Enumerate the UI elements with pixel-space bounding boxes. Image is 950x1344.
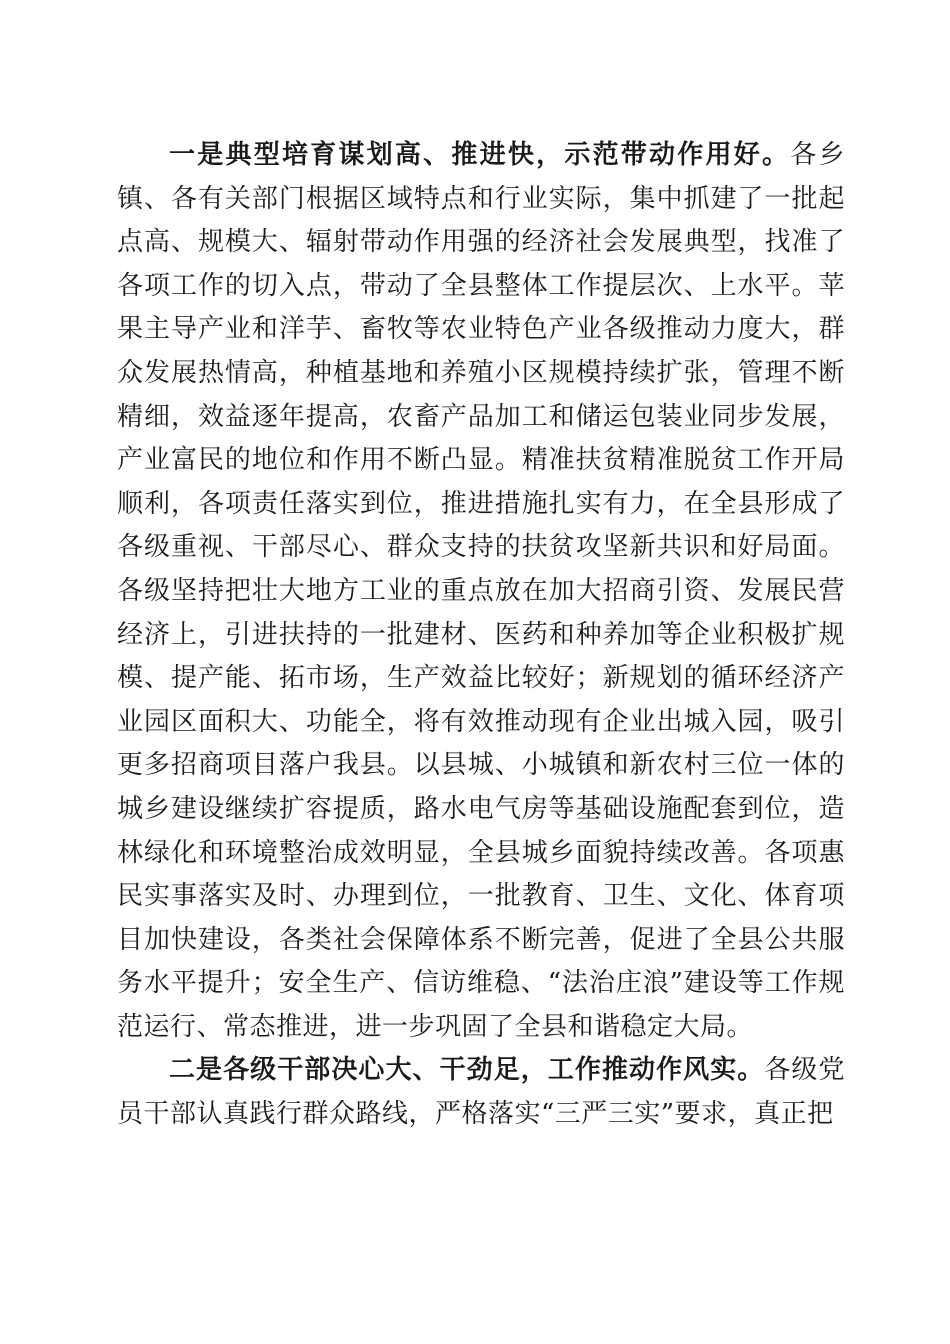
paragraph-lead: 一是典型培育谋划高、推进快，示范带动作用好。 [169,140,791,170]
paragraph-body: 各级党员干部认真践行群众路线，严格落实“三严三实”要求，真正把 [117,1055,845,1130]
paragraph-cadre-determination [117,1049,845,1136]
paragraph-body: 各乡镇、各有关部门根据区域特点和行业实际，集中抓建了一批起点高、规模大、辐射带动作用强的经济社会发展典型，找准了各项工作的切入点，带动了全县整体工作提层次、上水平。苹果主导产业和洋芋、畜牧等农业特色产业各级推动力度大，群众发展热情高，种植基地和养殖小区规模持续扩张，管理不断精细，效益逐年提高，农畜产品加工和储运包装业同步发展，产业富民的地位和作用不断凸显。精准扶贫精准脱贫工作开局顺利，各项责任落实到位，推进措施扎实有力，在全县形成了各级重视、干部尽心、群众支持的扶贫攻坚新共识和好局面。各级坚持把壮大地方工业的重点放在加大招商引资、发展民营经济上，引进扶持的一批建材、医药和种养加等企业积极扩规模、提产能、拓市场，生产效益比较好；新规划的循环经济产业园区面积大、功能全，将有效推动现有企业出城入园，吸引更多招商项目落户我县。以县城、小城镇和新农村三位一体的城乡建设继续扩容提质，路水电气房等基础设施配套到位，造林绿化和环境整治成效明显，全县城乡面貌持续改善。各项惠民实事落实及时、办理到位，一批教育、卫生、文化、体育项目加快建设，各类社会保障体系不断完善，促进了全县公共服务水平提升；安全生产、信访维稳、“法治庄浪”建设等工作规范运行、常态推进，进一步巩固了全县和谐稳定大局。 [117,140,845,1042]
paragraph-lead: 二是各级干部决心大、干劲足，工作推动作风实。 [169,1055,765,1086]
document-page [117,134,845,1137]
paragraph-typical-cultivation [117,134,845,1049]
